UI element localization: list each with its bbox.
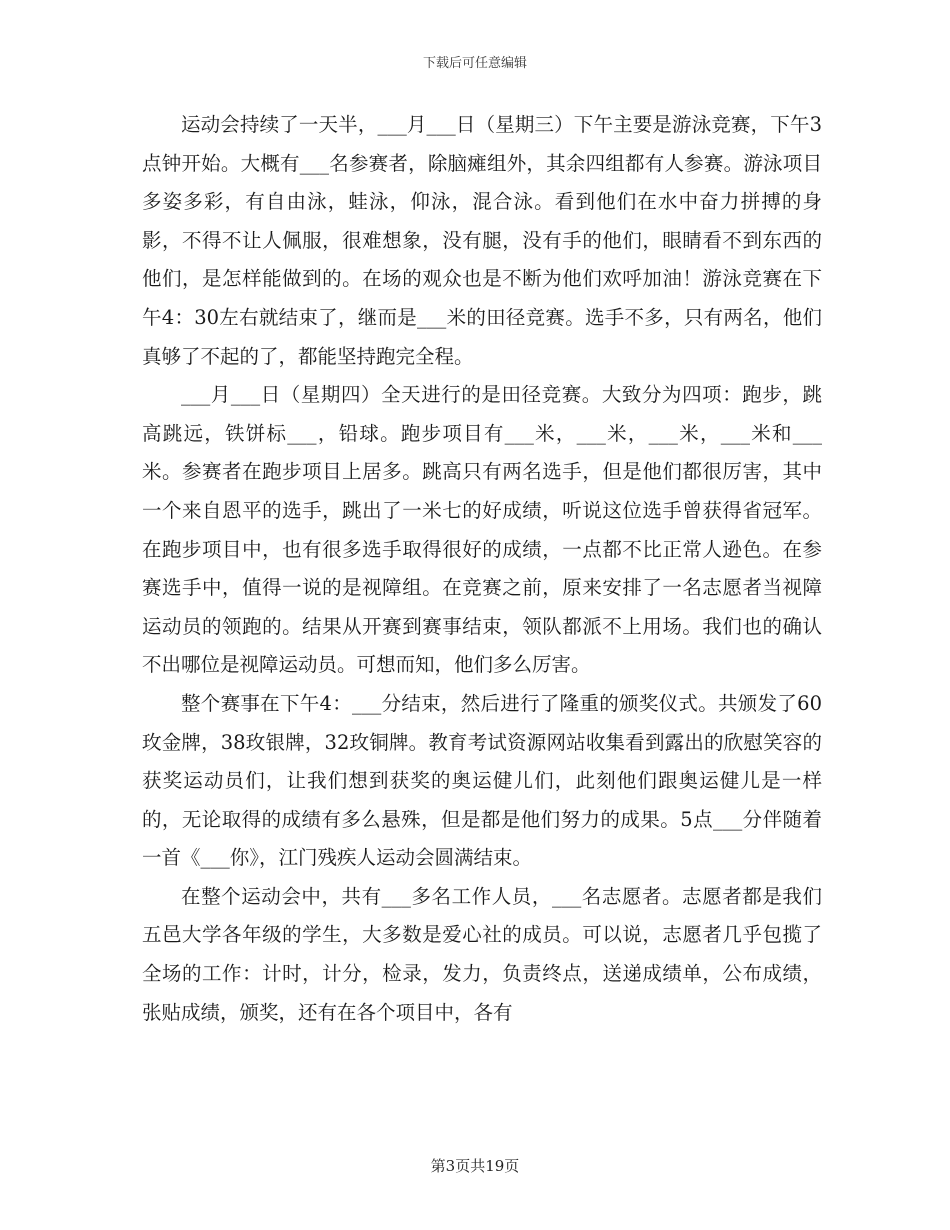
page-number: 第3页共19页 xyxy=(430,1157,520,1175)
paragraph-1: 运动会持续了一天半，___月___日（星期三）下午主要是游泳竞赛，下午3点钟开始。大概有___名参赛者，除脑瘫组外，其余四组都有人参赛。游泳项目多姿多彩，有自由泳，蛙泳，仰泳，混合泳。看到他们在水中奋力拼搏的身影，不得不让人佩服，很难想象，没有腿，没有手的他们，眼睛看不到东西的他们，是怎样能做到的。在场的观众也是不断为他们欢呼加油！游泳竞赛在下午4：30左右就结束了，继而是___米的田径竞赛。选手不多，只有两名，他们真够了不起的了，都能坚持跑完全程。 xyxy=(142,113,822,368)
paragraph-3: 整个赛事在下午4：___分结束，然后进行了隆重的颁奖仪式。共颁发了60玫金牌，38玫银牌，32玫铜牌。教育考试资源网站收集看到露出的欣慰笑容的获奖运动员们，让我们想到获奖的奥运健儿们，此刻他们跟奥运健儿是一样的，无论取得的成绩有多么悬殊，但是都是他们努力的成果。5点___分伴随着一首《___你》，江门残疾人运动会圆满结束。 xyxy=(142,691,822,870)
paragraph-4: 在整个运动会中，共有___多名工作人员，___名志愿者。志愿者都是我们五邑大学各年级的学生，大多数是爱心社的成员。可以说，志愿者几乎包揽了全场的工作：计时，计分，检录，发力，负责终点，送递成绩单，公布成绩，张贴成绩，颁奖，还有在各个项目中，各有 xyxy=(142,884,822,1024)
page-header: 下载后可任意编辑 xyxy=(422,56,527,71)
document-body xyxy=(142,106,822,1032)
paragraph-2: ___月___日（星期四）全天进行的是田径竞赛。大致分为四项：跑步，跳高跳远，铁饼标___，铅球。跑步项目有___米，___米，___米，___米和___米。参赛者在跑步项目上居多。跳高只有两名选手，但是他们都很厉害，其中一个来自恩平的选手，跳出了一米七的好成绩，听说这位选手曾获得省冠军。在跑步项目中，也有很多选手取得很好的成绩，一点都不比正常人逊色。在参赛选手中，值得一说的是视障组。在竞赛之前，原来安排了一名志愿者当视障运动员的领跑的。结果从开赛到赛事结束，领队都派不上用场。我们也的确认不出哪位是视障运动员。可想而知，他们多么厉害。 xyxy=(142,383,822,677)
